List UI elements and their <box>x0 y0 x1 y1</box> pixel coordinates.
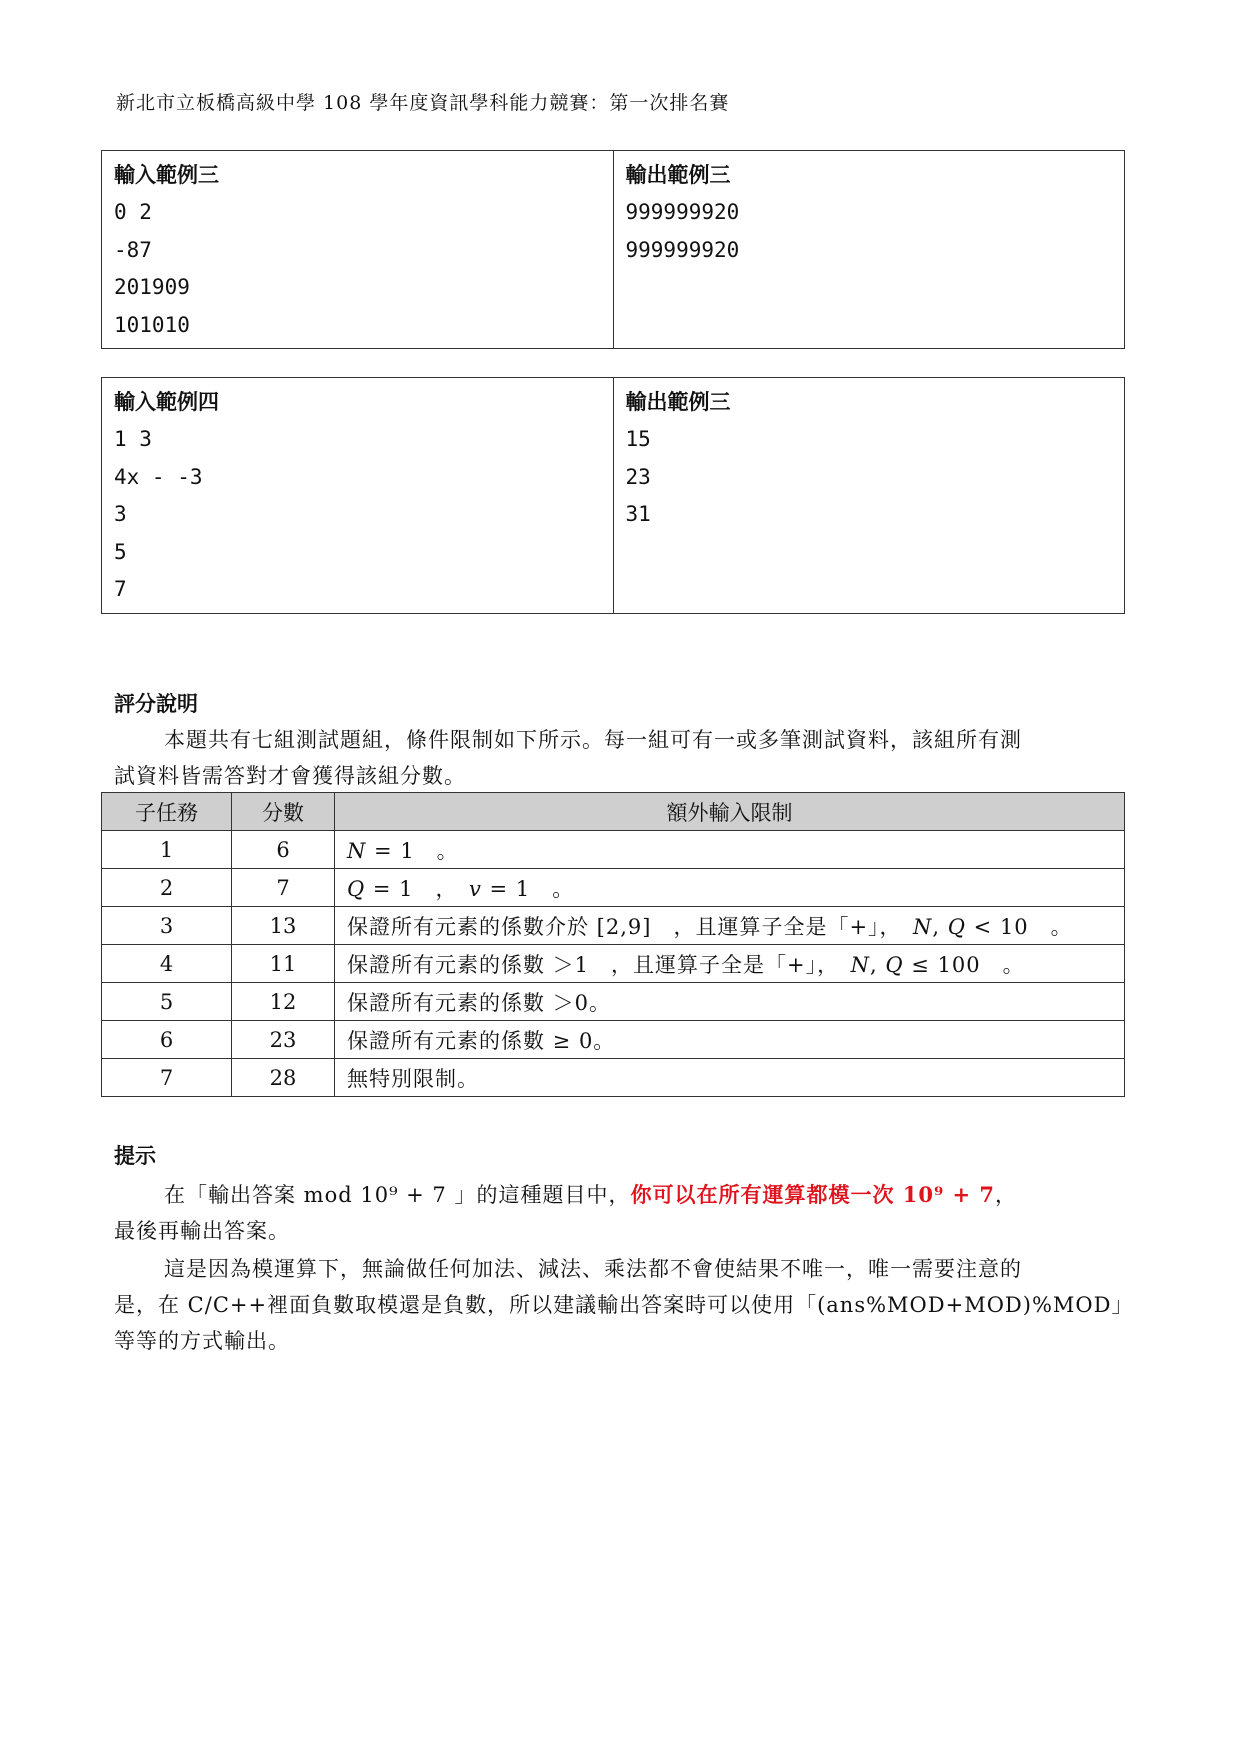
table-row <box>102 1059 1125 1097</box>
sample-input-line: 3 <box>114 502 127 526</box>
sample-output-line: 23 <box>625 464 651 489</box>
subtask-cell: 5 <box>102 983 232 1021</box>
subtask-cell: 6 <box>102 1021 232 1059</box>
table-row <box>102 1021 1125 1059</box>
hint-title: 提示 <box>114 1144 156 1168</box>
scoring-table <box>101 792 1125 1097</box>
scoring-header-row <box>102 793 1125 831</box>
score-cell: 6 <box>232 831 335 869</box>
subtask-cell: 2 <box>102 869 232 907</box>
sample-table-4 <box>101 377 1125 614</box>
hint-emphasis: 你可以在所有運算都模一次 10⁹ + 7 <box>630 1182 996 1207</box>
score-cell: 23 <box>232 1021 335 1059</box>
hint-line-1 <box>114 1177 1134 1213</box>
sample-output-line: 999999920 <box>625 237 740 262</box>
table-row <box>102 831 1125 869</box>
limit-cell: 保證所有元素的係數介於 [2,9] ，且運算子全是「+」， 𝑁, 𝑄 < 10 。 <box>335 907 1125 945</box>
sample-input-line: 7 <box>114 577 127 601</box>
sample-output-line: 999999920 <box>625 200 740 224</box>
limit-cell: 無特別限制。 <box>335 1059 1125 1097</box>
subtask-cell: 7 <box>102 1059 232 1097</box>
subtask-cell: 4 <box>102 945 232 983</box>
table-row <box>102 945 1125 983</box>
subtask-cell: 1 <box>102 831 232 869</box>
hint-line-4: 是，在 C/C++裡面負數取模還是負數，所以建議輸出答案時可以使用「(ans%MOD+MOD)%MOD」 <box>114 1293 1134 1317</box>
score-cell: 12 <box>232 983 335 1021</box>
hint-line-1a: 在「輸出答案 mod 10⁹ + 7 」的這種題目中， <box>164 1183 631 1207</box>
col-header-limit: 額外輸入限制 <box>335 793 1125 831</box>
scoring-paragraph <box>114 722 1134 794</box>
sample-input-cell <box>102 151 614 349</box>
sample-input-line: 5 <box>114 539 127 564</box>
table-row <box>102 983 1125 1021</box>
col-header-score: 分數 <box>232 793 335 831</box>
limit-cell: 𝑄 = 1 ， 𝑣 = 1 。 <box>335 869 1125 907</box>
hint-paragraph <box>114 1177 1134 1359</box>
score-cell: 28 <box>232 1059 335 1097</box>
subtask-cell: 3 <box>102 907 232 945</box>
sample-output-cell <box>613 151 1125 349</box>
hint-line-5: 等等的方式輸出。 <box>114 1329 290 1353</box>
sample-input-title: 輸入範例四 <box>114 390 219 414</box>
sample-input-line: 0 2 <box>114 200 152 224</box>
hint-line-2: 最後再輸出答案。 <box>114 1219 290 1243</box>
score-cell: 13 <box>232 907 335 945</box>
score-cell: 7 <box>232 869 335 907</box>
sample-input-cell <box>102 378 614 614</box>
col-header-subtask: 子任務 <box>102 793 232 831</box>
sample-input-line: 4x - -3 <box>114 464 203 489</box>
limit-cell: 保證所有元素的係數 ＞0。 <box>335 983 1125 1021</box>
score-cell: 11 <box>232 945 335 983</box>
sample-output-cell <box>613 378 1125 614</box>
hint-line-1c: ， <box>995 1183 1018 1207</box>
sample-input-line: -87 <box>114 237 152 262</box>
page-header: 新北市立板橋高級中學 108 學年度資訊學科能力競賽：第一次排名賽 <box>116 92 730 114</box>
scoring-para-line-1: 本題共有七組測試題組，條件限制如下所示。每一組可有一或多筆測試資料，該組所有測 <box>164 728 1022 752</box>
limit-cell: 保證所有元素的係數 ＞1 ，且運算子全是「+」， 𝑁, 𝑄 ≤ 100 。 <box>335 945 1125 983</box>
sample-table-3 <box>101 150 1125 349</box>
sample-output-line: 15 <box>625 427 651 451</box>
table-row <box>102 907 1125 945</box>
scoring-title: 評分說明 <box>114 692 198 716</box>
sample-output-title: 輸出範例三 <box>625 163 731 187</box>
hint-line-3: 這是因為模運算下，無論做任何加法、減法、乘法都不會使結果不唯一，唯一需要注意的 <box>164 1257 1022 1281</box>
sample-output-title: 輸出範例三 <box>625 390 731 414</box>
scoring-para-line-2: 試資料皆需答對才會獲得該組分數。 <box>114 764 466 788</box>
sample-input-title: 輸入範例三 <box>114 163 219 187</box>
sample-input-line: 1 3 <box>114 427 152 451</box>
sample-input-line: 201909 <box>114 275 190 299</box>
sample-output-line: 31 <box>625 502 651 526</box>
table-row <box>102 869 1125 907</box>
limit-cell: 保證所有元素的係數 ≥ 0。 <box>335 1021 1125 1059</box>
limit-cell: 𝑁 = 1 。 <box>335 831 1125 869</box>
sample-input-line: 101010 <box>114 312 190 337</box>
